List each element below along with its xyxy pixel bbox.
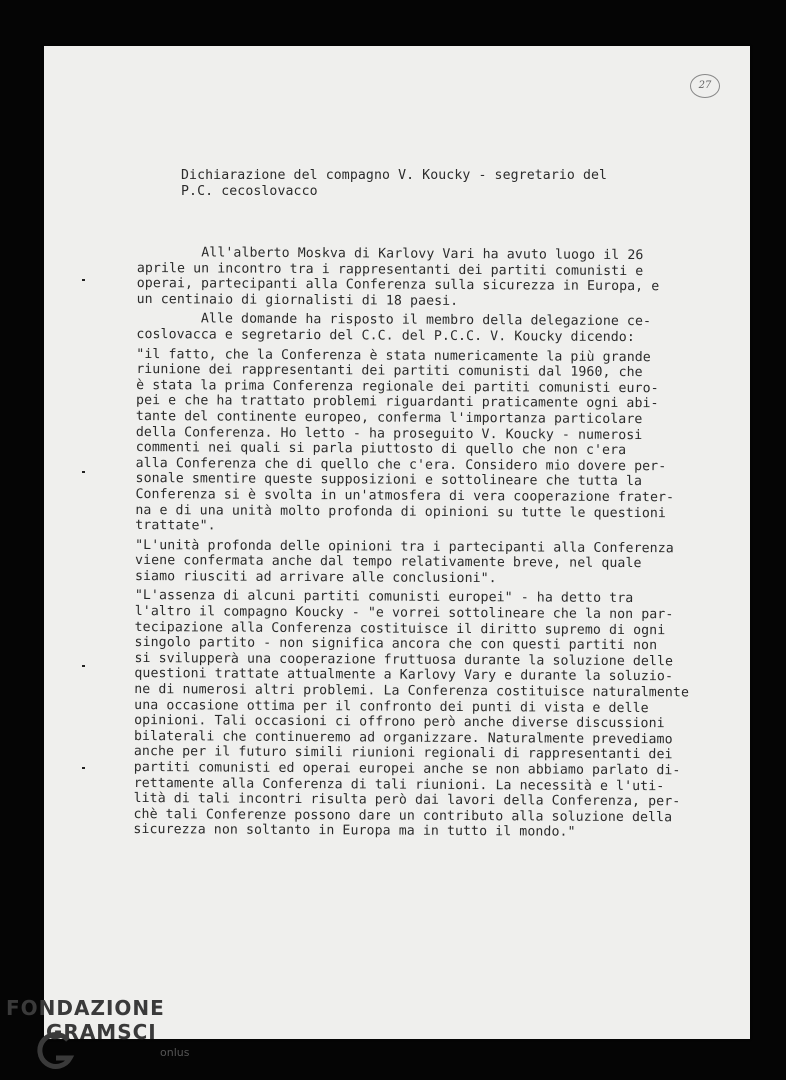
watermark-tagline: onlus (160, 1046, 190, 1059)
watermark-line2: GRAMSCI (46, 1020, 157, 1044)
body-line: sicurezza non soltanto in Europa ma in tutto il mondo." (133, 822, 576, 841)
margin-mark (82, 471, 85, 473)
page-number-stamp: 27 (690, 74, 720, 98)
body-line: riunione dei rappresentanti dei partiti comunisti dal 1960, che (136, 362, 643, 381)
body-line: sonale smentire queste supposizioni e sottolineare che tutta la (135, 471, 643, 490)
body-line: commenti nei quali si parla piuttosto di quello che non c'era (135, 440, 627, 459)
body-line: una occasione ottima per il confronto dei punti di vista e delle (134, 697, 649, 716)
body-line: operai, partecipanti alla Conferenza sulla sicurezza in Europa, e (136, 276, 660, 295)
body-line: "L'assenza di alcuni partiti comunisti europei" - ha detto tra (134, 588, 634, 607)
body-line: lità di tali incontri risulta però dai lavori della Conferenza, per- (133, 791, 681, 810)
body-line: rettamente alla Conferenza di tali riunioni. La necessità e l'uti- (133, 775, 665, 794)
title-line: Dichiarazione del compagno V. Koucky - segretario del (181, 168, 608, 183)
body-line: ne di numerosi altri problemi. La Conferenza costituisce naturalmente (134, 682, 690, 701)
body-line: è stata la prima Conferenza regionale dei partiti comunisti euro- (136, 377, 659, 396)
body-line: "il fatto, che la Conferenza è stata numericamente la più grande (136, 346, 651, 365)
body-line: Alle domande ha risposto il membro della delegazione ce- (136, 311, 652, 330)
document-body (133, 245, 691, 841)
body-line: viene confermata anche dal tempo relativamente breve, nel quale (135, 553, 642, 572)
body-line: l'altro il compagno Koucky - "e vorrei sottolineare che la non par- (134, 604, 674, 623)
body-line: coslovacca e segretario del C.C. del P.C.C. V. Koucky dicendo: (136, 326, 635, 346)
body-line: "L'unità profonda delle opinioni tra i partecipanti alla Conferenza (135, 537, 674, 556)
margin-mark (82, 665, 85, 667)
body-line: tecipazione alla Conferenza costituisce il diritto supremo di ogni (134, 619, 666, 638)
body-line: tante del continente europeo, conferma l'importanza particolare (135, 408, 643, 428)
body-line: aprile un incontro tra i rappresentanti dei partiti comunisti e (136, 260, 644, 279)
gramsci-g-logo-icon (32, 1030, 76, 1070)
body-line: chè tali Conferenze possono dare un contributo alla soluzione della (133, 806, 673, 826)
margin-mark (82, 279, 85, 281)
body-line: siamo riusciti ad arrivare alle conclusioni". (134, 568, 497, 587)
title-line: P.C. cecoslovacco (181, 183, 318, 199)
body-line: della Conferenza. Ho letto - ha proseguito V. Koucky - numerosi (135, 424, 643, 443)
body-line: partiti comunisti ed operai europei anche se non abbiamo parlato di- (133, 759, 681, 779)
fondazione-gramsci-watermark (6, 996, 206, 1076)
body-line: opinioni. Tali occasioni ci offrono però anche diverse discussioni (134, 713, 665, 732)
body-line: singolo partito - non significa ancora che con questi partiti non (134, 635, 658, 654)
document-title (181, 168, 607, 199)
body-line: All'alberto Moskva di Karlovy Vari ha avuto luogo il 26 (136, 245, 644, 264)
margin-mark (82, 767, 85, 769)
body-line: alla Conferenza che di quello che c'era. Considero mio dovere per- (135, 455, 667, 474)
body-line: anche per il futuro simili riunioni regionali di rappresentanti dei (133, 744, 673, 763)
body-line: questioni trattate attualmente a Karlovy Vary e durante la soluzio- (134, 666, 674, 685)
body-line: pei e che ha trattato problemi riguardanti praticamente ogni abi- (136, 393, 659, 412)
body-line: un centinaio di giornalisti di 18 paesi. (136, 291, 459, 309)
body-line: bilaterali che continueremo ad organizzare. Naturalmente prevediamo (133, 728, 673, 748)
watermark-line1: FONDAZIONE (6, 996, 165, 1020)
body-line: trattate". (135, 518, 216, 534)
body-line: na e di una unità molto profonda di opinioni su tutte le questioni (135, 502, 667, 521)
body-line: Conferenza si è svolta in un'atmosfera di vera cooperazione frater- (135, 486, 675, 506)
body-line: si svilupperà una cooperazione fruttuosa durante la soluzione delle (134, 650, 674, 670)
